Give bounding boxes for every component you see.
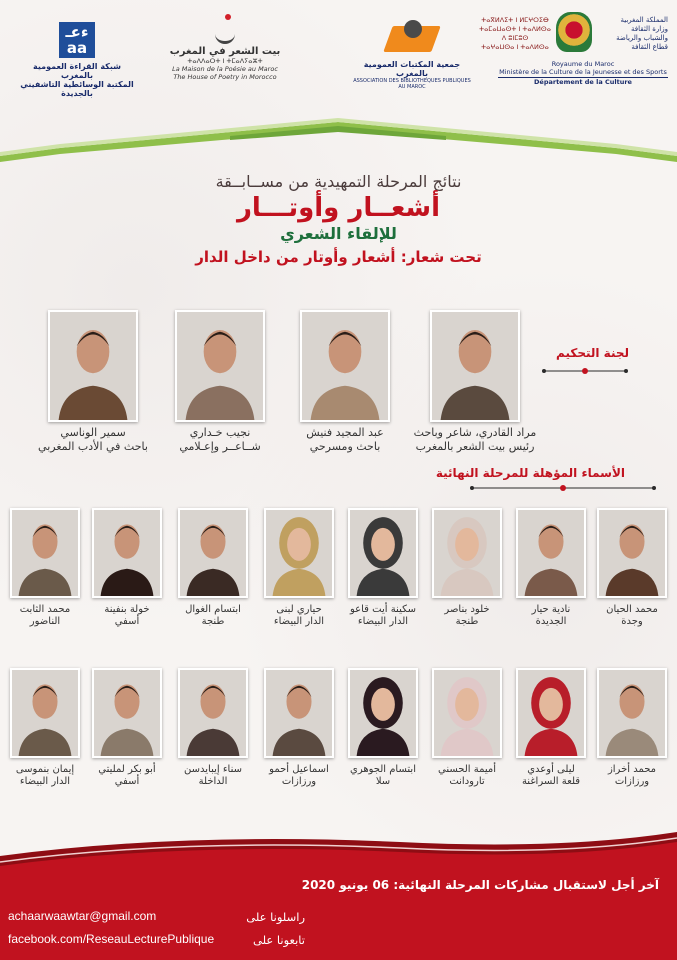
competition-slogan: تحت شعار: أشعار وأوتار من داخل الدار xyxy=(195,248,482,266)
finalist-photo xyxy=(10,668,80,758)
finalist-name: إيمان بنموسى xyxy=(15,764,75,775)
write-us-label: راسلونا على xyxy=(246,910,305,924)
deadline-text: آخر أجل لاستقبال مشاركات المرحلة النهائية: 06 يونيو 2020 xyxy=(301,878,659,892)
finalist-city: وجدة xyxy=(621,616,643,627)
ministry-french-line3: Département de la Culture xyxy=(498,77,668,86)
ministry-french-line2: Ministère de la Culture de la Jeunesse et des Sports xyxy=(499,68,667,76)
finalist-name: أميمة الحسني xyxy=(437,764,497,775)
jury-member-name: عبد المجيد فنيش xyxy=(306,426,384,439)
facebook-link[interactable]: facebook.com/ReseauLecturePublique xyxy=(8,932,215,946)
finalist-name: محمد الثابت xyxy=(19,604,71,615)
finalist-city: الداخلة xyxy=(198,776,228,787)
jury-member-role: باحث ومسرحي xyxy=(309,440,381,453)
finalist-city: تارودانت xyxy=(449,776,485,787)
jury-photo xyxy=(300,310,390,422)
row1-finalist-caption xyxy=(167,604,259,628)
finalist-city: الدار البيضاء xyxy=(273,616,325,627)
jury-member-caption xyxy=(400,426,550,454)
finalist-name: اسماعيل أحمو xyxy=(269,764,329,775)
finalist-city: سلا xyxy=(375,776,391,787)
row2-finalist-caption xyxy=(81,764,173,788)
finalist-photo xyxy=(432,508,502,598)
libraries-association-arabic: جمعية المكتبات العمومية بالمغرب xyxy=(363,60,461,78)
finalist-photo xyxy=(516,508,586,598)
libraries-association-french: ASSOCIATION DES BIBLIOTHEQUES PUBLIQUES AU MAROC xyxy=(353,78,471,90)
jury-member-role: شــاعــر وإعـلامي xyxy=(179,440,261,453)
finalist-city: الناضور xyxy=(29,616,61,627)
finalist-name: ابتسام الغوال xyxy=(185,604,241,615)
jury-member-role: رئيس بيت الشعر بالمغرب xyxy=(415,440,535,453)
finalist-name: ليلى أوعدي xyxy=(527,764,575,775)
finalist-city: الدار البيضاء xyxy=(357,616,409,627)
competition-name: أشعــار وأوتـــار xyxy=(236,193,441,223)
finalist-city: قلعة السراغنة xyxy=(521,776,581,787)
poetry-house-tifinagh: ⵜⴰⴷⴷⴰⵔⵜ ⵏ ⵜⵎⴰⴷⵢⴰⵣⵜ xyxy=(187,57,263,65)
row1-finalist-caption xyxy=(421,604,513,628)
poetry-house-english: The House of Poetry in Morocco xyxy=(173,73,277,81)
finalists-label: الأسماء المؤهلة للمرحلة النهائية xyxy=(435,466,625,480)
finalist-photo xyxy=(348,508,418,598)
row1-finalist-caption xyxy=(0,604,91,628)
jury-member-name: مراد القادري، شاعر وباحث xyxy=(413,426,537,439)
jury-photo xyxy=(48,310,138,422)
row1-finalist-caption xyxy=(586,604,677,628)
finalist-name: أبو بكر لمليتي xyxy=(98,764,156,775)
finalist-city: ورزازات xyxy=(281,776,317,787)
jury-member-role: باحث في الأدب المغربي xyxy=(38,440,148,453)
row2-finalist-caption xyxy=(337,764,429,788)
ministry-french-line1: Royaume du Maroc xyxy=(551,60,615,68)
poetry-house-french: La Maison de la Poésie au Maroc xyxy=(172,65,278,73)
row2-finalist-caption xyxy=(421,764,513,788)
libraries-association-logo xyxy=(352,18,472,90)
moroccan-coat-of-arms-icon xyxy=(556,12,592,52)
finalist-name: سكينة أيت قاعو xyxy=(350,604,416,615)
ministry-french xyxy=(498,60,668,86)
jury-photo xyxy=(430,310,520,422)
partner-logos xyxy=(0,0,677,105)
row1-finalist-caption xyxy=(253,604,345,628)
row2-finalist-caption xyxy=(0,764,91,788)
jury-member-name: سمير الوناسي xyxy=(60,426,126,439)
finalist-city: أسفي xyxy=(114,616,140,627)
competition-results-heading: نتائج المرحلة التمهيدية من مســابــقة xyxy=(215,172,462,191)
finalist-name: خولة بنفينة xyxy=(104,604,150,615)
finalist-name: محمد أخراز xyxy=(607,764,657,775)
finalist-photo xyxy=(92,668,162,758)
finalist-photo xyxy=(178,668,248,758)
finalist-city: أسفي xyxy=(114,776,140,787)
finalist-city: طنجة xyxy=(201,616,225,627)
jury-label: لجنة التحكيم xyxy=(556,346,629,360)
libraries-association-mark xyxy=(384,18,440,56)
finalist-photo xyxy=(264,508,334,598)
ministry-tifinagh: ⵜⴰⴳⵍⴷⵉⵜ ⵏ ⵍⵎⵖⵔⵉⴱ ⵜⴰⵎⴰⵡⴰⵙⵜ ⵏ ⵜⴰⴷⵍⵙⴰ ⴷ ⵓⵏⵎⵓⵙ ⵜⴰⵖⴰⵡⵙⴰ ⵏ ⵜⴰⴷⵍⵙⴰ xyxy=(479,16,551,51)
ministry-arabic: المملكة المغربية وزارة الثقافة والشباب والرياضة قطاع الثقافة xyxy=(616,16,668,51)
finalist-city: ورزازات xyxy=(614,776,650,787)
title-block xyxy=(0,172,677,269)
ministry-logo xyxy=(478,10,668,98)
row2-finalist-caption xyxy=(505,764,597,788)
finalist-name: خلود بناصر xyxy=(444,604,490,615)
finalist-photo xyxy=(178,508,248,598)
finalist-photo xyxy=(516,668,586,758)
media-library-name: المكتبة الوسائطية التاشفيني بالجديدة xyxy=(20,80,134,98)
competition-subtitle: للإلقاء الشعري xyxy=(280,224,397,243)
row2-finalist-caption xyxy=(167,764,259,788)
finalist-photo xyxy=(597,508,667,598)
follow-us-label: تابعونا على xyxy=(252,933,305,947)
finalist-name: حياري لبنى xyxy=(276,604,322,615)
finalists-label-ornament-icon xyxy=(468,484,658,492)
green-ribbon-banner xyxy=(0,118,677,178)
row1-finalist-caption xyxy=(337,604,429,628)
jury-member-name: نجيب خـداري xyxy=(189,426,251,439)
poetry-house-mark xyxy=(215,18,235,44)
jury-label-ornament-icon xyxy=(540,367,630,375)
finalist-city: طنجة xyxy=(455,616,479,627)
finalist-photo xyxy=(432,668,502,758)
finalist-photo xyxy=(348,668,418,758)
jury-photo xyxy=(175,310,265,422)
row2-finalist-caption xyxy=(586,764,677,788)
reading-network-mark: ءعـ aa xyxy=(59,22,95,58)
reading-network-logo xyxy=(18,22,136,98)
finalist-photo xyxy=(92,508,162,598)
row1-finalist-caption xyxy=(505,604,597,628)
finalist-photo xyxy=(264,668,334,758)
email-link[interactable]: achaarwaawtar@gmail.com xyxy=(8,909,157,923)
reading-network-name: شبكة القراءة العمومية بالمغرب xyxy=(33,62,121,80)
row1-finalist-caption xyxy=(81,604,173,628)
finalist-city: الدار البيضاء xyxy=(19,776,71,787)
finalist-name: سناء إيبايدسن xyxy=(184,764,242,775)
poetry-house-arabic: بيت الشعر في المغرب xyxy=(169,46,281,57)
finalist-name: ابتسام الجوهري xyxy=(350,764,416,775)
row2-finalist-caption xyxy=(253,764,345,788)
finalist-city: الجديدة xyxy=(535,616,567,627)
poetry-house-logo xyxy=(165,18,285,81)
finalist-name: نادية حيار xyxy=(531,604,571,615)
finalist-photo xyxy=(10,508,80,598)
finalist-name: محمد الحيان xyxy=(606,604,658,615)
jury-member-caption xyxy=(18,426,168,454)
finalist-photo xyxy=(597,668,667,758)
